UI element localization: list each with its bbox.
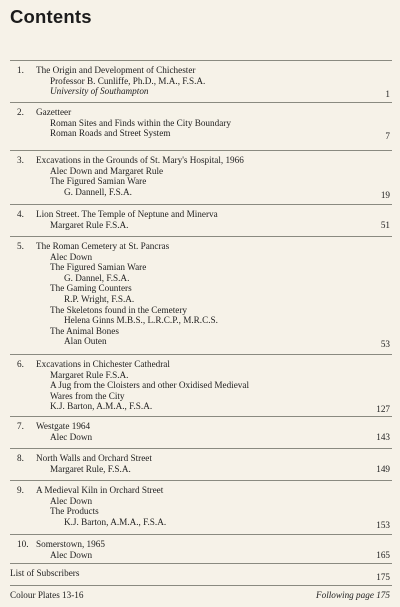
divider	[10, 354, 392, 355]
entry-title: Gazetteer	[36, 107, 72, 117]
entry-subline: R.P. Wright, F.S.A.	[64, 293, 135, 304]
entry-subline: Roman Sites and Finds within the City Boundary	[50, 117, 231, 128]
entry-number: 6.	[17, 359, 24, 369]
entry-lines	[36, 485, 370, 527]
entry-lines	[36, 453, 370, 474]
entry-subline: Alec Down	[50, 549, 93, 560]
entry-subline: Alan Outen	[64, 336, 107, 347]
entry-lines	[36, 241, 370, 347]
entry-subline: Alec Down	[50, 251, 93, 262]
entry-lines	[36, 421, 370, 442]
divider	[10, 60, 392, 61]
contents-entry	[0, 102, 400, 148]
subscribers-page: 175	[376, 572, 390, 582]
entry-title: Westgate 1964	[36, 421, 91, 431]
entry-lines	[36, 107, 370, 139]
entry-lines	[36, 155, 370, 197]
entry-page-number: 149	[376, 463, 390, 474]
entry-subline: University of Southampton	[50, 86, 149, 97]
page-title: Contents	[10, 6, 92, 27]
divider	[10, 534, 392, 535]
contents-entry	[0, 354, 400, 414]
entry-subline: Alec Down	[50, 495, 93, 506]
entry-title: The Origin and Development of Chichester	[36, 65, 196, 75]
entry-subline: Professor B. Cunliffe, Ph.D., M.A., F.S.A.	[50, 75, 206, 86]
entry-subline: The Animal Bones	[50, 325, 119, 336]
entry-lines	[36, 209, 370, 230]
entry-title: Lion Street. The Temple of Neptune and Minerva	[36, 209, 218, 219]
contents-entry	[0, 150, 400, 202]
entry-subline: G. Dannell, F.S.A.	[64, 186, 132, 197]
entry-subline: The Figured Samian Ware	[50, 176, 147, 187]
contents-entry	[0, 416, 400, 446]
entry-subline: G. Dannel, F.S.A.	[64, 272, 130, 283]
contents-entry	[0, 60, 400, 100]
entry-title: North Walls and Orchard Street	[36, 453, 152, 463]
entry-title: A Medieval Kiln in Orchard Street	[36, 485, 164, 495]
entry-title: Excavations in Chichester Cathedral	[36, 359, 170, 369]
entry-title: The Roman Cemetery at St. Pancras	[36, 241, 170, 251]
contents-entry	[0, 480, 400, 532]
entry-subline: Margaret Rule, F.S.A.	[50, 463, 131, 474]
entry-number: 8.	[17, 453, 24, 463]
entry-number: 4.	[17, 209, 24, 219]
entry-subline: The Figured Samian Ware	[50, 262, 147, 273]
entry-number: 10.	[17, 539, 29, 549]
entry-number: 3.	[17, 155, 24, 165]
subscribers-label: List of Subscribers	[10, 568, 80, 578]
entry-page-number: 153	[376, 519, 390, 530]
entry-subline: The Gaming Counters	[50, 283, 132, 294]
entry-subline: The Products	[50, 506, 99, 517]
entry-number: 9.	[17, 485, 24, 495]
entry-lines	[36, 65, 370, 97]
entry-subline: Roman Roads and Street System	[50, 128, 171, 139]
entry-subline: K.J. Barton, A.M.A., F.S.A.	[50, 401, 153, 412]
entry-page-number: 165	[376, 549, 390, 560]
entry-subline: Helena Ginns M.B.S., L.R.C.P., M.R.C.S.	[64, 315, 218, 326]
entry-page-number: 1	[385, 89, 390, 100]
entry-subline: K.J. Barton, A.M.A., F.S.A.	[64, 516, 167, 527]
divider	[10, 585, 392, 586]
divider	[10, 204, 392, 205]
entry-page-number: 7	[385, 131, 390, 142]
plates-entry	[0, 585, 400, 603]
divider	[10, 416, 392, 417]
entry-title: Somerstown, 1965	[36, 539, 105, 549]
contents-entry	[0, 534, 400, 566]
plates-page: Following page 175	[315, 590, 390, 600]
divider	[10, 150, 392, 151]
divider	[10, 448, 392, 449]
entry-subline: Margaret Rule F.S.A.	[50, 219, 129, 230]
entry-page-number: 127	[376, 404, 390, 415]
contents-entry	[0, 236, 400, 352]
entry-title: Excavations in the Grounds of St. Mary's Hospital, 1966	[36, 155, 244, 165]
entry-page-number: 51	[380, 219, 390, 230]
entry-subline: Alec Down and Margaret Rule	[50, 165, 164, 176]
subscribers-entry	[0, 563, 400, 581]
divider	[10, 102, 392, 103]
plates-label: Colour Plates 13-16	[10, 590, 84, 600]
contents-entry	[0, 448, 400, 478]
divider	[10, 563, 392, 564]
entry-subline: A Jug from the Cloisters and other Oxidised Medieval	[50, 380, 250, 391]
entry-page-number: 143	[376, 431, 390, 442]
entry-number: 1.	[17, 65, 24, 75]
entry-subline: Wares from the City	[50, 390, 125, 401]
entry-subline: Margaret Rule F.S.A.	[50, 369, 129, 380]
entry-subline: The Skeletons found in the Cemetery	[50, 304, 188, 315]
entry-subline: Alec Down	[50, 431, 93, 442]
divider	[10, 480, 392, 481]
entry-page-number: 19	[380, 189, 390, 200]
entry-lines	[36, 539, 370, 560]
entry-number: 5.	[17, 241, 24, 251]
entry-lines	[36, 359, 370, 412]
entry-number: 2.	[17, 107, 24, 117]
entry-page-number: 53	[380, 339, 390, 350]
divider	[10, 236, 392, 237]
entry-number: 7.	[17, 421, 24, 431]
contents-entry	[0, 204, 400, 234]
